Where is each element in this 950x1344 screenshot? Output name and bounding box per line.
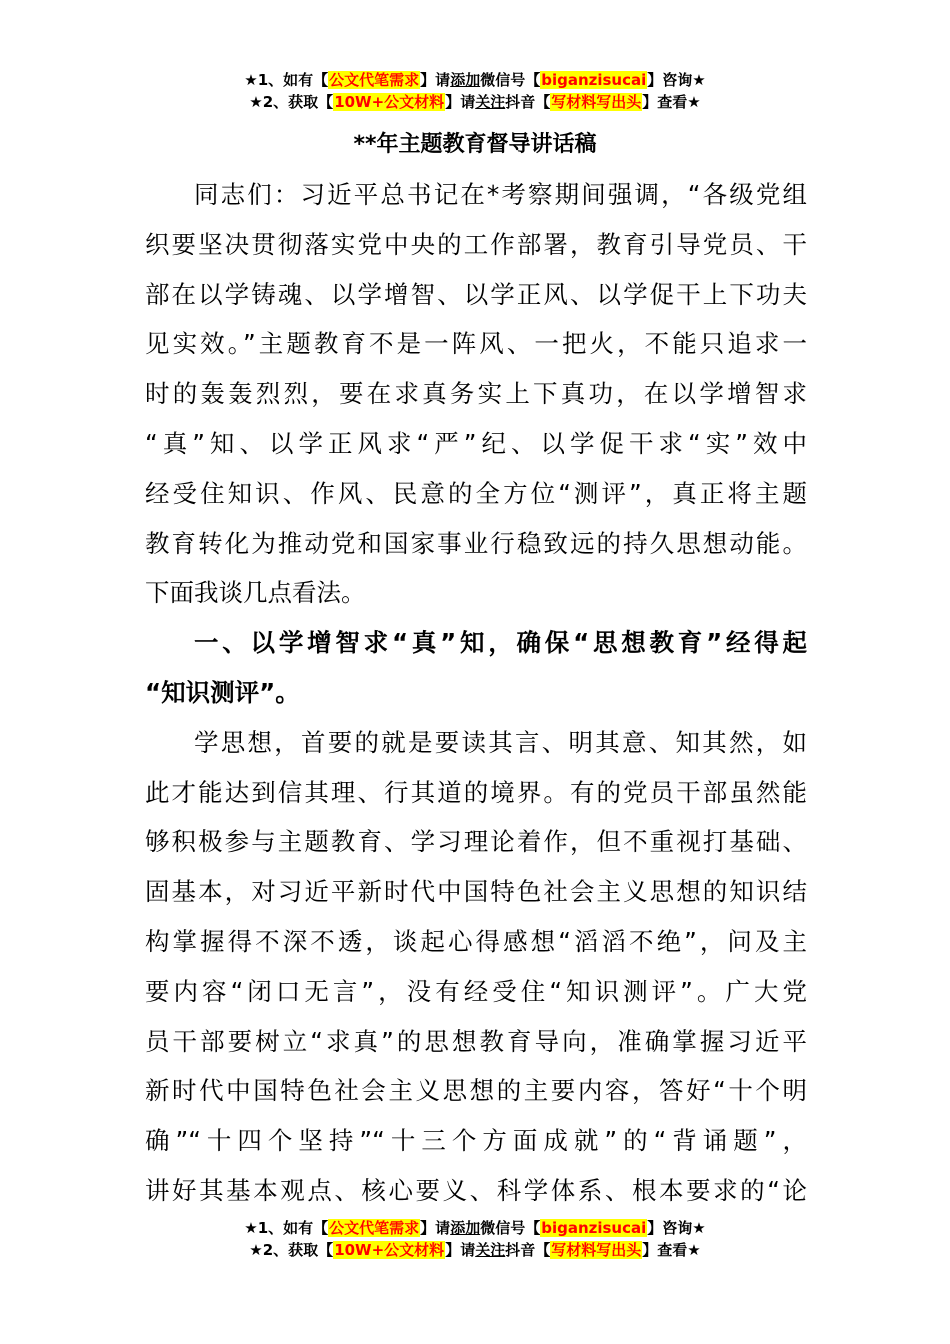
paragraph-1-line: 部在以学铸魂、以学增智、以学正风、以学促干上下功夫: [145, 279, 807, 309]
paragraph-1-line: 织要坚决贯彻落实党中央的工作部署，教育引导党员、干: [145, 229, 807, 259]
wechat-id-highlight: biganzisucai: [541, 1219, 647, 1237]
promo-text: ★1、如有【: [244, 71, 329, 89]
douyin-name-highlight: 写材料写出头: [551, 93, 642, 111]
promo-text: 微信号【: [480, 1219, 541, 1237]
promo-text: ★2、获取【: [249, 93, 334, 111]
document-title: **年主题教育督导讲话稿: [353, 132, 597, 157]
promo-underline-text: 添加: [450, 71, 481, 89]
promo-text: 】咨询★: [647, 1219, 706, 1237]
paragraph-2-line: 讲好其基本观点、核心要义、科学体系、根本要求的“论: [145, 1175, 807, 1205]
promo-text: 】请: [445, 1241, 476, 1259]
paragraph-1-line: 经受住知识、作风、民意的全方位“测评”，真正将主题: [145, 478, 807, 508]
paragraph-1-line: 下面我谈几点看法。: [145, 578, 366, 608]
promo-line-2: [0, 1239, 950, 1261]
promo-text: 】请: [420, 1219, 451, 1237]
section-heading-line: “知识测评”。: [145, 677, 300, 707]
promo-text: 】请: [420, 71, 451, 89]
paragraph-2-line: 够积极参与主题教育、学习理论着作，但不重视打基础、: [145, 827, 807, 857]
paragraph-2-line: 新时代中国特色社会主义思想的主要内容，答好“十个明: [145, 1076, 807, 1106]
promo-underline-text: 添加: [450, 1219, 481, 1237]
paragraph-2-line: 固基本，对习近平新时代中国特色社会主义思想的知识结: [145, 877, 807, 907]
paragraph-1-line: 教育转化为推动党和国家事业行稳致远的持久思想动能。: [145, 528, 807, 558]
document-body: [145, 170, 807, 1216]
promo-text: ★2、获取【: [249, 1241, 334, 1259]
promo-line-2: [0, 91, 950, 113]
paragraph-2-line: 学思想，首要的就是要读其言、明其意、知其然，如: [194, 727, 807, 757]
wechat-id-highlight: biganzisucai: [541, 71, 647, 89]
promo-text: 】查看★: [642, 93, 701, 111]
promo-underline-text: 关注: [475, 1241, 506, 1259]
promo-text: 微信号【: [480, 71, 541, 89]
promo-text: ★1、如有【: [244, 1219, 329, 1237]
douyin-name-highlight: 写材料写出头: [551, 1241, 642, 1259]
bottom-promo-banner: [0, 1217, 950, 1261]
paragraph-1-line: “真”知、以学正风求“严”纪、以学促干求“实”效中: [145, 428, 807, 458]
promo-highlight: 公文代笔需求: [329, 71, 420, 89]
promo-highlight: 10W+公文材料: [334, 1241, 445, 1259]
paragraph-2-line: 确”“十四个坚持”“十三个方面成就”的“背诵题”，: [145, 1126, 807, 1156]
paragraph-2-line: 要内容“闭口无言”，没有经受住“知识测评”。广大党: [145, 976, 807, 1006]
promo-text: 】请: [445, 93, 476, 111]
promo-line-1: [0, 1217, 950, 1239]
paragraph-2-line: 员干部要树立“求真”的思想教育导向，准确掌握习近平: [145, 1026, 807, 1056]
paragraph-1-line: 同志们：习近平总书记在*考察期间强调，“各级党组: [194, 180, 807, 209]
paragraph-2-line: 构掌握得不深不透，谈起心得感想“滔滔不绝”，问及主: [145, 926, 807, 956]
paragraph-1-line: 见实效。”主题教育不是一阵风、一把火，不能只追求一: [145, 329, 807, 359]
promo-highlight: 公文代笔需求: [329, 1219, 420, 1237]
promo-text: 】查看★: [642, 1241, 701, 1259]
top-promo-banner: [0, 69, 950, 113]
promo-text: 抖音【: [505, 93, 551, 111]
section-heading-line: 一、以学增智求“真”知，确保“思想教育”经得起: [194, 628, 807, 658]
promo-text: 抖音【: [505, 1241, 551, 1259]
paragraph-2-line: 此才能达到信其理、行其道的境界。有的党员干部虽然能: [145, 777, 807, 807]
promo-highlight: 10W+公文材料: [334, 93, 445, 111]
promo-underline-text: 关注: [475, 93, 506, 111]
promo-line-1: [0, 69, 950, 91]
promo-text: 】咨询★: [647, 71, 706, 89]
paragraph-1-line: 时的轰轰烈烈，要在求真务实上下真功，在以学增智求: [145, 379, 807, 409]
